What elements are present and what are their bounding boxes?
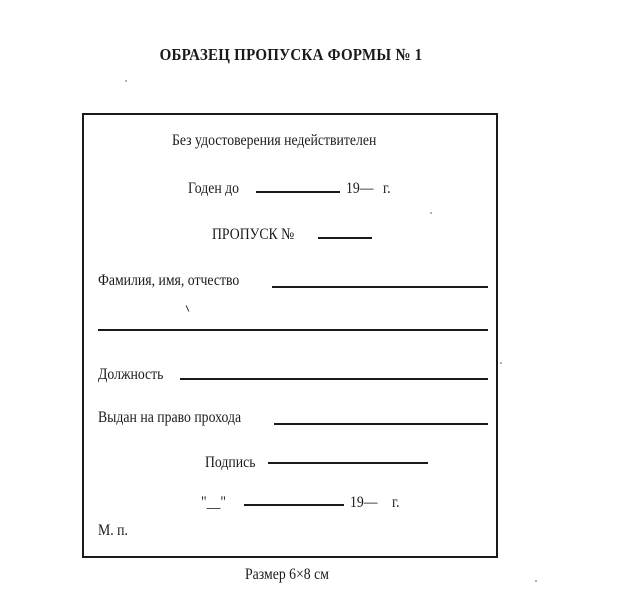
valid-until-year-prefix: 19— — [346, 180, 374, 197]
full-name-label: Фамилия, имя, отчество — [98, 272, 240, 289]
signature-label: Подпись — [205, 454, 256, 471]
signature-line[interactable] — [268, 462, 428, 464]
position-label: Должность — [98, 366, 164, 383]
full-name-line-2[interactable] — [98, 329, 488, 331]
access-right-line[interactable] — [274, 423, 488, 425]
position-line[interactable] — [180, 378, 488, 380]
size-caption: Размер 6×8 см — [245, 566, 329, 583]
date-day-field: "__" — [201, 494, 226, 511]
invalid-without-id-notice: Без удостоверения недействителен — [172, 132, 377, 149]
scan-speck — [430, 212, 432, 214]
full-name-line-1[interactable] — [272, 286, 488, 288]
valid-until-year-suffix: г. — [383, 180, 391, 197]
pass-number-label: ПРОПУСК № — [212, 226, 295, 243]
date-year-suffix: г. — [392, 494, 400, 511]
access-right-label: Выдан на право прохода — [98, 409, 242, 426]
scan-speck — [535, 580, 537, 582]
document-title: ОБРАЗЕЦ ПРОПУСКА ФОРМЫ № 1 — [159, 45, 423, 64]
date-year-prefix: 19— — [350, 494, 378, 511]
scan-speck — [125, 80, 127, 82]
scan-speck — [500, 362, 502, 364]
pass-number-line[interactable] — [318, 237, 372, 239]
valid-until-date-line[interactable] — [256, 191, 340, 193]
pass-form-frame — [82, 113, 498, 558]
stamp-place-label: М. п. — [98, 522, 128, 539]
valid-until-label: Годен до — [188, 180, 240, 197]
date-month-line[interactable] — [244, 504, 344, 506]
